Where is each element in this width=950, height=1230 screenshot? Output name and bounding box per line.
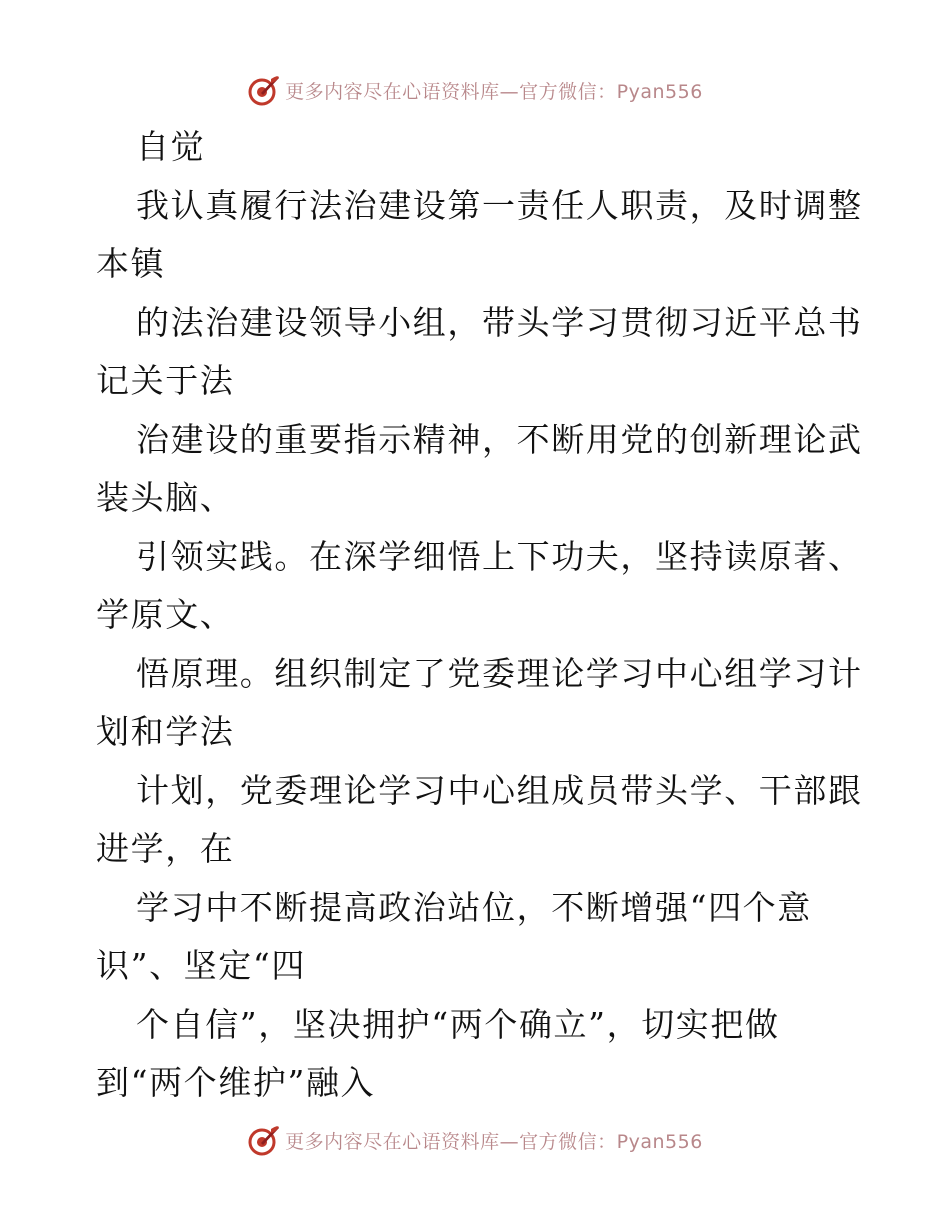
text-line: 治建设的重要指示精神，不断用党的创新理论武 xyxy=(136,419,863,459)
text-line: 划和学法 xyxy=(96,712,235,751)
text-line: 识”、坚定“四 xyxy=(96,946,306,985)
text-line: 我认真履行法治建设第一责任人职责，及时调整 xyxy=(136,185,863,225)
document-body xyxy=(96,118,866,1113)
text-line: 学习中不断提高政治站位，不断增强“四个意 xyxy=(136,887,812,927)
quill-logo-icon xyxy=(247,73,281,107)
text-line: 到“两个维护”融入 xyxy=(96,1063,376,1102)
text-line: 装头脑、 xyxy=(96,478,235,517)
text-line: 个自信”，坚决拥护“两个确立”，切实把做 xyxy=(136,1004,780,1044)
watermark-text: 更多内容尽在心语资料库—官方微信：Pyan556 xyxy=(285,1130,703,1153)
watermark-text: 更多内容尽在心语资料库—官方微信：Pyan556 xyxy=(285,80,703,103)
footer-watermark xyxy=(0,1120,950,1160)
text-line: 计划，党委理论学习中心组成员带头学、干部跟 xyxy=(136,770,863,810)
quill-logo-icon xyxy=(247,1123,281,1157)
text-line: 记关于法 xyxy=(96,361,235,400)
text-line: 悟原理。组织制定了党委理论学习中心组学习计 xyxy=(136,653,863,693)
text-line: 自觉 xyxy=(136,127,206,166)
text-line: 的法治建设领导小组，带头学习贯彻习近平总书 xyxy=(136,302,863,342)
text-line: 进学，在 xyxy=(96,829,235,868)
header-watermark xyxy=(0,70,950,110)
text-line: 引领实践。在深学细悟上下功夫，坚持读原著、 xyxy=(136,536,863,576)
text-line: 学原文、 xyxy=(96,595,235,634)
text-line: 本镇 xyxy=(96,244,166,283)
